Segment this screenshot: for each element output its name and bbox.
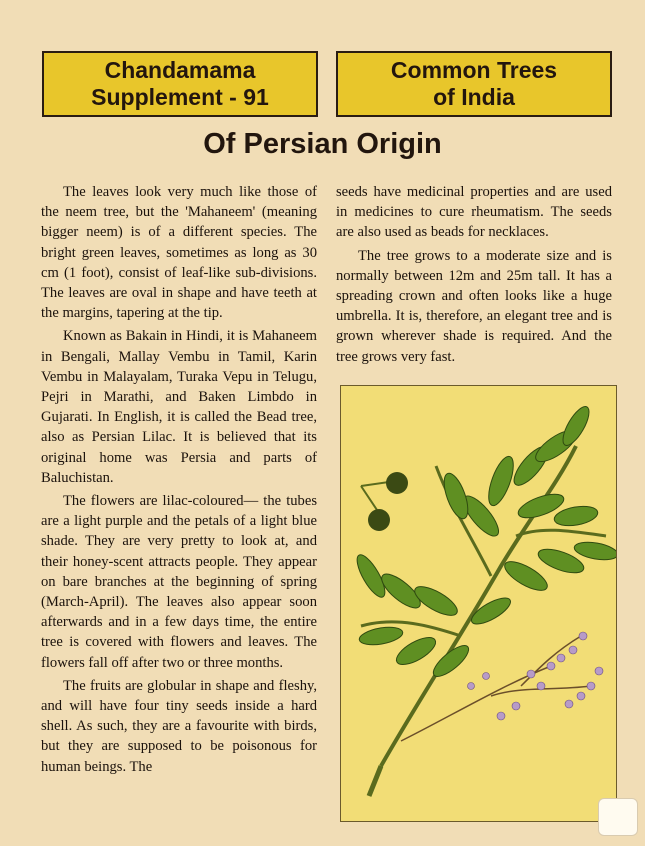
publisher-logo-icon xyxy=(598,798,638,836)
paragraph-seeds: seeds have medicinal properties and are used in medicines to cure rheumatism. The seeds are also used as beads for necklaces. xyxy=(336,184,612,241)
series-title-line2: of India xyxy=(433,84,515,110)
right-column xyxy=(336,182,612,367)
paragraph-flowers: The flowers are lilac-coloured— the tubes are a light purple and the petals of a light blue shade. They are very pretty to look at, and their honey-scent attracts people. They appear on bare branches at the beginning of spring (March-April). The leaves also appear soon afterwards and in a few days time, the entire tree is covered with flowers and leaves. The flowers fall off after two or three months. xyxy=(41,493,317,671)
left-column xyxy=(41,182,317,777)
supplement-title-box xyxy=(42,51,318,117)
series-title-box xyxy=(336,51,612,117)
paragraph-leaves: The leaves look very much like those of the neem tree, but the 'Mahaneem' (meaning bigger neem) is of a different species. The bright green leaves, sometimes as long as 30 cm (1 foot), consist of leaf-like sub-divisions. The leaves are oval in shape and have teeth at the margins, tapering at the tip. xyxy=(41,184,317,322)
paragraph-growth: The tree grows to a moderate size and is normally between 12m and 25m tall. It has a spreading crown and often looks like a huge umbrella. It is, therefore, an elegant tree and is grown wherever shade is required. And the tree grows very fast. xyxy=(336,247,612,365)
paragraph-fruits: The fruits are globular in shape and fleshy, and will have four tiny seeds inside a hard shell. As such, they are a favourite with birds, but they are supposed to be poisonous for human beings. The xyxy=(41,677,317,775)
article-title: Of Persian Origin xyxy=(203,128,442,160)
supplement-number: Supplement - 91 xyxy=(91,84,269,110)
series-title-line1: Common Trees xyxy=(390,57,558,83)
supplement-name: Chandamama xyxy=(104,57,256,83)
persian-lilac-branch-illustration xyxy=(340,385,617,822)
paragraph-names: Known as Bakain in Hindi, it is Mahaneem in Bengali, Mallay Vembu in Tamil, Karin Vembu in Malayalam, Turaka Vepu in Telugu, Pejri in Marathi, and Baken Limbdo in Gujarati. In English, it is called the Bead tree, also as Persian Lilac. It is believed that its original home was Persia and parts of Baluchistan. xyxy=(41,328,317,486)
